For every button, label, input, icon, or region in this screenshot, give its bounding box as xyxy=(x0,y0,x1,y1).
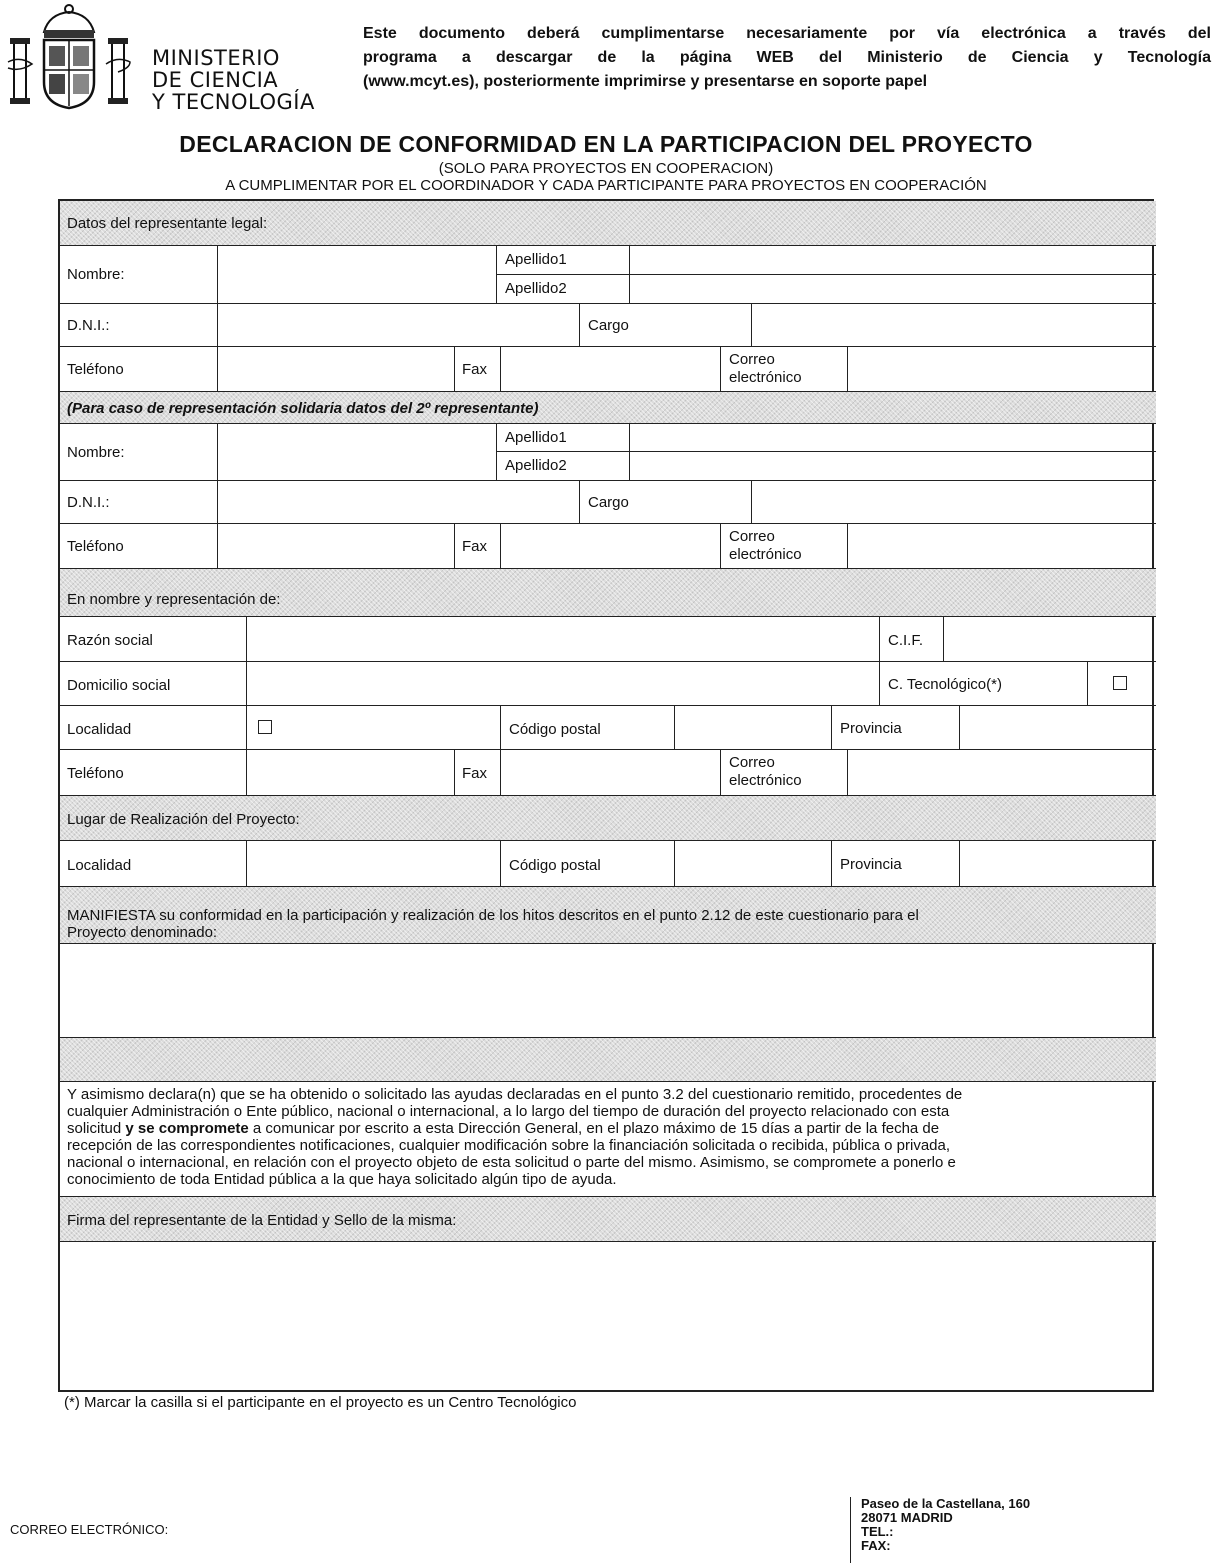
footer-email-label: CORREO ELECTRÓNICO: xyxy=(10,1522,169,1537)
apellido1-field[interactable] xyxy=(630,247,1156,273)
telefono-field[interactable] xyxy=(218,525,453,568)
apellido2-field[interactable] xyxy=(630,276,1156,302)
fax-label: Fax xyxy=(462,361,488,378)
section-title: Datos del representante legal: xyxy=(67,215,268,232)
localidad-checkbox[interactable] xyxy=(258,720,272,734)
notice-line-3: (www.mcyt.es), posteriormente imprimirse y presentarse en soporte papel xyxy=(363,73,928,90)
apellido1-label: Apellido1 xyxy=(505,251,567,268)
telefono-label: Teléfono xyxy=(67,765,124,782)
razon-social-label: Razón social xyxy=(67,632,153,649)
section-header-entity xyxy=(60,568,1156,616)
domicilio-row xyxy=(60,661,1156,705)
page-title: DECLARACION DE CONFORMIDAD EN LA PARTICIPACION DEL PROYECTO xyxy=(179,131,1033,157)
declara-line-6: conocimiento de toda Entidad pública a la que haya solicitado algún tipo de ayuda. xyxy=(67,1171,617,1188)
dni-field[interactable] xyxy=(218,305,578,346)
address-line-4: FAX: xyxy=(861,1538,891,1553)
ministry-line-2: DE CIENCIA xyxy=(152,68,279,92)
nombre-label: Nombre: xyxy=(67,266,125,283)
correo-label: Correo xyxy=(729,351,775,368)
firma-label: Firma del representante de la Entidad y Sello de la misma: xyxy=(67,1212,457,1229)
name-row-rep2 xyxy=(60,423,1156,480)
localidad-label: Localidad xyxy=(67,857,132,874)
telefono-label: Teléfono xyxy=(67,538,124,555)
telefono-field[interactable] xyxy=(247,751,453,795)
dni-field[interactable] xyxy=(218,482,578,523)
domicilio-field[interactable] xyxy=(247,663,878,705)
localidad-field[interactable] xyxy=(247,842,499,886)
fax-field[interactable] xyxy=(501,348,719,391)
section-header-rep1 xyxy=(60,201,1156,245)
localidad-label: Localidad xyxy=(67,721,132,738)
firma-field[interactable] xyxy=(60,1241,1156,1392)
telefono-field[interactable] xyxy=(218,348,453,391)
declara-line-3c: a comunicar por escrito a esta Dirección General, en el plazo máximo de 15 días a partir de la fecha de xyxy=(248,1120,940,1137)
localidad-field[interactable] xyxy=(280,707,499,749)
dni-label: D.N.I.: xyxy=(67,494,110,511)
correo-field[interactable] xyxy=(848,525,1156,568)
manifiesta-line-2: Proyecto denominado: xyxy=(67,924,218,941)
cargo-field[interactable] xyxy=(752,482,1156,523)
manifiesta-header xyxy=(60,886,1156,943)
section-header-lugar xyxy=(60,795,1156,840)
localidad-row xyxy=(60,705,1156,749)
declara-line-3b: y se compromete xyxy=(125,1120,249,1137)
provincia-label: Provincia xyxy=(840,720,902,737)
correo-label-2: electrónico xyxy=(729,772,802,789)
provincia-label: Provincia xyxy=(840,856,902,873)
correo-label: Correo xyxy=(729,754,775,771)
band-separator xyxy=(60,1037,1156,1081)
apellido1-field[interactable] xyxy=(630,425,1156,450)
section-title: (Para caso de representación solidaria datos del 2º representante) xyxy=(67,400,539,417)
cargo-field[interactable] xyxy=(752,305,1156,346)
address-line-1: Paseo de la Castellana, 160 xyxy=(861,1496,1031,1511)
fax-label: Fax xyxy=(462,538,488,555)
manifiesta-line-1: MANIFIESTA su conformidad en la participación y realización de los hitos descritos en el punto 2.12 de este cuestionario para el xyxy=(67,907,919,924)
codigo-postal-field[interactable] xyxy=(675,707,830,749)
declara-line-5: nacional o internacional, en relación con el proyecto objeto de esta solicitud o parte del mismo. Asimismo, se compromete a ponerlo e xyxy=(67,1154,956,1171)
correo-label: Correo xyxy=(729,528,775,545)
provincia-field[interactable] xyxy=(960,842,1156,886)
fax-field[interactable] xyxy=(501,751,719,795)
nombre-label: Nombre: xyxy=(67,444,125,461)
correo-field[interactable] xyxy=(848,348,1156,391)
phone-row-rep2 xyxy=(60,523,1156,568)
correo-label-2: electrónico xyxy=(729,369,802,386)
declara-line-1: Y asimismo declara(n) que se ha obtenido o solicitado las ayudas declaradas en el punto 3.2 del cuestionario remitido, procedentes de xyxy=(67,1086,963,1103)
notice-line-1: Este documento deberá cumplimentarse necesariamente por vía electrónica a través del xyxy=(363,25,1211,42)
nombre-field[interactable] xyxy=(218,247,495,302)
cargo-label: Cargo xyxy=(588,494,629,511)
declara-line-3 xyxy=(67,1120,1146,1137)
declara-line-3a: solicitud xyxy=(67,1120,126,1137)
address-line-3: TEL.: xyxy=(861,1524,894,1539)
cif-field[interactable] xyxy=(944,618,1156,661)
codigo-postal-label: Código postal xyxy=(509,721,601,738)
nombre-field[interactable] xyxy=(218,425,495,479)
c-tecnologico-checkbox[interactable] xyxy=(1113,676,1127,690)
declaration-form xyxy=(58,199,1154,1392)
ministry-line-1: MINISTERIO xyxy=(152,46,280,70)
footer-address xyxy=(850,1497,1030,1563)
name-row-rep1 xyxy=(60,245,1156,303)
section-title: En nombre y representación de: xyxy=(67,591,281,608)
cif-label: C.I.F. xyxy=(888,632,924,649)
phone-row-entity xyxy=(60,749,1156,795)
apellido2-field[interactable] xyxy=(630,453,1156,479)
firma-header xyxy=(60,1196,1156,1241)
correo-field[interactable] xyxy=(848,751,1156,795)
apellido2-label: Apellido2 xyxy=(505,457,567,474)
footnote: (*) Marcar la casilla si el participante en el proyecto es un Centro Tecnológico xyxy=(64,1394,577,1411)
proyecto-denominado-field[interactable] xyxy=(60,943,1156,1037)
dni-label: D.N.I.: xyxy=(67,317,110,334)
domicilio-label: Domicilio social xyxy=(67,677,171,694)
cargo-label: Cargo xyxy=(588,317,629,334)
apellido1-label: Apellido1 xyxy=(505,429,567,446)
declara-line-2: cualquier Administración o Ente público, nacional o internacional, a lo largo del tiempo de duración del proyecto relacionado con esta xyxy=(67,1103,950,1120)
dni-row-rep1 xyxy=(60,303,1156,346)
phone-row-rep1 xyxy=(60,346,1156,391)
fax-label: Fax xyxy=(462,765,488,782)
telefono-label: Teléfono xyxy=(67,361,124,378)
apellido2-label: Apellido2 xyxy=(505,280,567,297)
declaration-paragraph xyxy=(60,1081,1156,1196)
razon-social-row xyxy=(60,616,1156,661)
fax-field[interactable] xyxy=(501,525,719,568)
razon-social-field[interactable] xyxy=(247,618,878,661)
address-line-2: 28071 MADRID xyxy=(861,1510,953,1525)
codigo-postal-label: Código postal xyxy=(509,857,601,874)
declara-line-4: recepción de las correspondientes notificaciones, cualquier modificación sobre la financiación solicitada o recibida, pública o privada, xyxy=(67,1137,951,1154)
page-subtitle: (SOLO PARA PROYECTOS EN COOPERACION) xyxy=(438,160,774,177)
section-title: Lugar de Realización del Proyecto: xyxy=(67,811,300,828)
correo-label-2: electrónico xyxy=(729,546,802,563)
codigo-postal-field[interactable] xyxy=(675,842,830,886)
coat-of-arms-icon xyxy=(4,2,134,112)
c-tecnologico-label: C. Tecnológico(*) xyxy=(888,676,1002,693)
section-header-rep2 xyxy=(60,391,1156,423)
ministry-line-3: Y TECNOLOGÍA xyxy=(152,90,315,114)
notice-line-2: programa a descargar de la página WEB del Ministerio de Ciencia y Tecnología xyxy=(363,49,1211,66)
provincia-field[interactable] xyxy=(960,707,1156,749)
dni-row-rep2 xyxy=(60,480,1156,523)
page-instructions: A CUMPLIMENTAR POR EL COORDINADOR Y CADA PARTICIPANTE PARA PROYECTOS EN COOPERACIÓN xyxy=(225,177,987,194)
lugar-row xyxy=(60,840,1156,886)
